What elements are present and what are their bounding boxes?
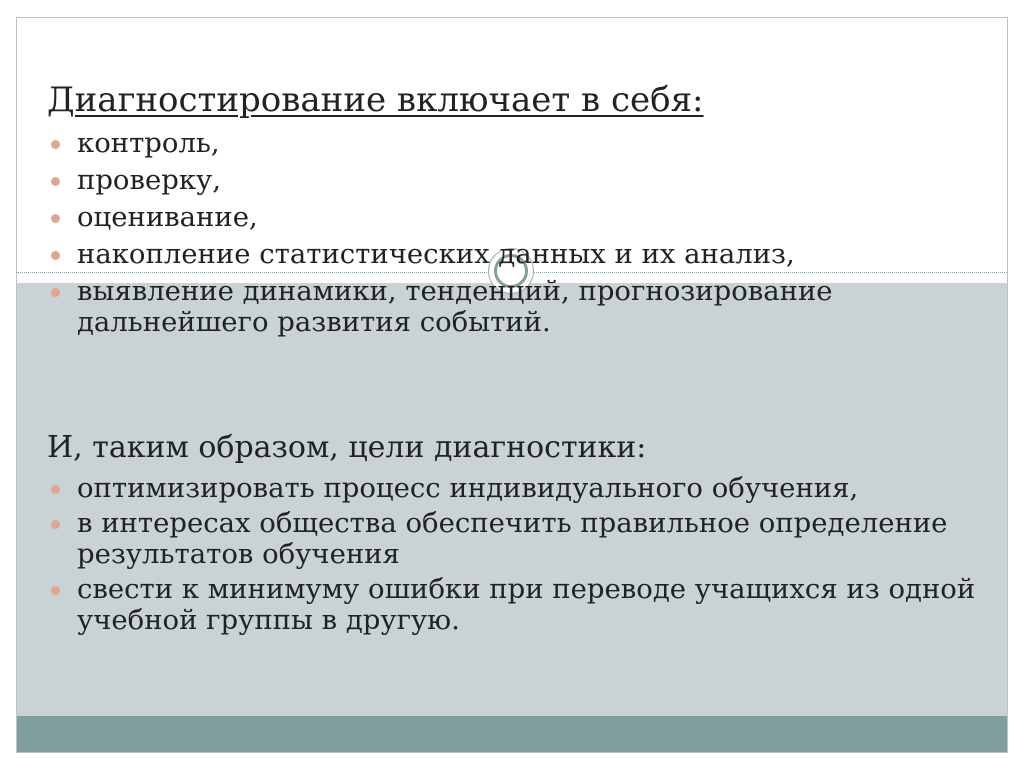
list-item <box>47 508 987 570</box>
list-item-text: накопление статистических данных и их анализ, <box>77 238 795 270</box>
circle-bullet-icon <box>51 140 60 149</box>
list-item <box>47 165 987 196</box>
diagnostics-list <box>47 128 987 344</box>
circle-bullet-icon <box>51 177 60 186</box>
list-item-text: оптимизировать процесс индивидуального обучения, <box>77 472 859 504</box>
circle-bullet-icon <box>51 251 60 260</box>
circle-bullet-icon <box>51 586 60 595</box>
goals-list <box>47 473 987 640</box>
list-item <box>47 128 987 159</box>
list-item-text: контроль, <box>77 127 220 159</box>
circle-bullet-icon <box>51 485 60 494</box>
list-item <box>47 239 987 270</box>
circle-bullet-icon <box>51 520 60 529</box>
goals-heading: И, таким образом, цели диагностики: <box>47 430 647 465</box>
list-item-text: свести к минимуму ошибки при переводе учащихся из одной учебной группы в другую. <box>77 573 976 636</box>
list-item-text: оценивание, <box>77 201 258 233</box>
circle-bullet-icon <box>51 288 60 297</box>
list-item <box>47 202 987 233</box>
list-item <box>47 276 987 338</box>
circle-bullet-icon <box>51 214 60 223</box>
list-item-text: в интересах общества обеспечить правильное определение результатов обучения <box>77 507 948 570</box>
slide-heading: Диагностирование включает в себя: <box>47 80 704 120</box>
slide <box>16 17 1008 753</box>
list-item-text: проверку, <box>77 164 221 196</box>
slide-content <box>17 18 1007 752</box>
list-item-text: выявление динамики, тенденций, прогнозирование дальнейшего развития событий. <box>77 275 833 338</box>
list-item <box>47 473 987 504</box>
list-item <box>47 574 987 636</box>
